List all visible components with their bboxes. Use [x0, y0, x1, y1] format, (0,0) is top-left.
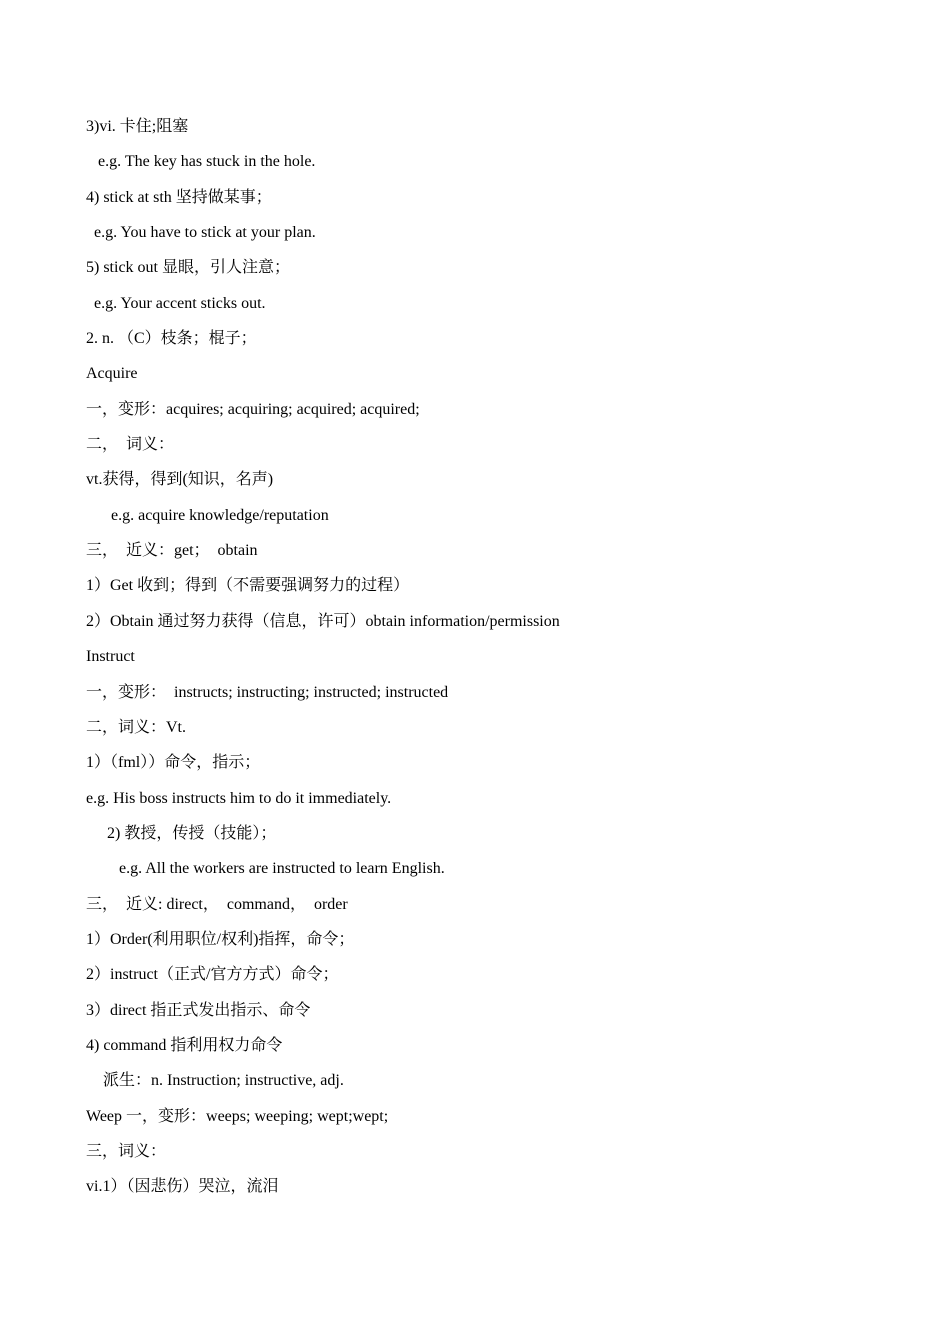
example-line: e.g. His boss instructs him to do it immediately.: [86, 789, 392, 807]
text-line: vi.1）（因悲伤）哭泣，流泪: [86, 1178, 279, 1196]
text-line: 4) command 指利用权力命令: [86, 1036, 283, 1054]
text-line: 2）instruct（正式/官方方式）命令；: [86, 966, 339, 984]
text-line: 4) stick at sth 坚持做某事；: [86, 188, 272, 206]
text-line: 1）（fml））命令，指示；: [86, 754, 261, 772]
example-line: e.g. Your accent sticks out.: [94, 294, 266, 312]
example-line: e.g. All the workers are instructed to learn English.: [119, 860, 445, 878]
text-line: 一，变形： instructs; instructing; instructed; instructed: [86, 683, 449, 701]
text-line: 2. n. （C）枝条；棍子；: [86, 330, 257, 348]
text-line: 2）Obtain 通过努力获得（信息，许可）obtain information/permission: [86, 612, 560, 630]
word-heading: Weep 一，变形：weeps; weeping; wept;wept;: [86, 1107, 389, 1125]
text-line: 1）Order(利用职位/权利)指挥，命令；: [86, 930, 355, 948]
text-line: 派生：n. Instruction; instructive, adj.: [103, 1072, 344, 1090]
word-heading: Instruct: [86, 648, 135, 666]
example-line: e.g. The key has stuck in the hole.: [98, 153, 316, 171]
text-line: 5) stick out 显眼，引人注意；: [86, 259, 290, 277]
text-line: 三， 近义：get； obtain: [86, 542, 258, 560]
text-line: 三，词义：: [86, 1142, 167, 1160]
text-line: 二， 词义：: [86, 436, 175, 454]
text-line: 2) 教授，传授（技能）；: [107, 824, 277, 842]
text-line: 1）Get 收到；得到（不需要强调努力的过程）: [86, 577, 410, 595]
text-line: 一，变形：acquires; acquiring; acquired; acquired;: [86, 400, 420, 418]
document-body: [86, 116, 866, 1212]
text-line: 3）direct 指正式发出指示、命令: [86, 1001, 311, 1019]
text-line: 3)vi. 卡住;阻塞: [86, 118, 189, 135]
example-line: e.g. acquire knowledge/reputation: [111, 506, 329, 524]
text-line: 二，词义：Vt.: [86, 718, 187, 736]
example-line: e.g. You have to stick at your plan.: [94, 224, 316, 242]
text-line: vt.获得，得到(知识，名声): [86, 471, 274, 489]
word-heading: Acquire: [86, 365, 138, 383]
text-line: 三， 近义: direct， command， order: [86, 895, 348, 913]
